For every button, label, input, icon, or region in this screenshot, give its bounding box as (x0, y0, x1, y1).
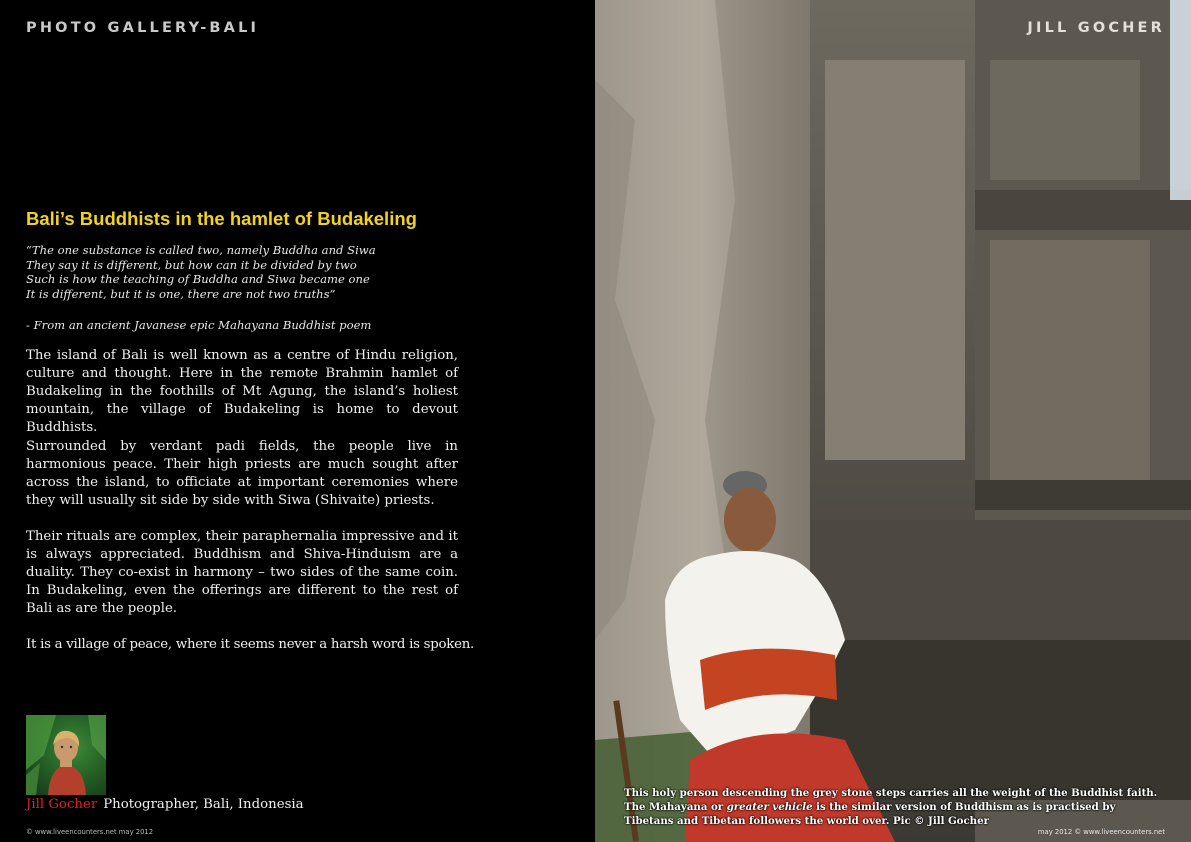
caption-emphasis: greater vehicle (726, 801, 813, 813)
caption-text: is the similar version of Buddhism as is practised by Tibetans and Tibetan followers the world over. Pic © Jill Gocher (624, 801, 1116, 827)
right-page (595, 0, 1191, 842)
left-page (0, 0, 595, 842)
photo-caption (624, 786, 1164, 828)
author-portrait-image (26, 715, 106, 795)
caption-text: This holy person descending the grey stone steps carries all the weight of the Buddhist faith. The Mahayana or (624, 787, 1158, 813)
body-paragraph: It is a village of peace, where it seems never a harsh word is spoken. (26, 637, 474, 652)
author-photo (26, 715, 106, 795)
author-header: JILL GOCHER (1027, 20, 1165, 36)
article-title: Bali’s Buddhists in the hamlet of Budakeling (26, 208, 417, 229)
body-paragraph: Their rituals are complex, their paraphernalia impressive and it is always appreciated. Buddhism and Shiva-Hinduism are a duality. They co-exist in harmony – two sides of the same coin. In Budakeling, even the offerings are different to the rest of Bali as are the people. (26, 529, 458, 617)
poem-line: They say it is different, but how can it be divided by two (26, 257, 357, 272)
footer-copyright: © www.liveencounters.net may 2012 (26, 828, 154, 836)
temple-photo (595, 0, 1191, 842)
body-paragraph: Surrounded by verdant padi fields, the people live in harmonious peace. Their high priests are much sought after across the island, to officiate at important ceremonies where they will usually sit side by side with Siwa (Shivaite) priests. (26, 439, 458, 509)
section-header: PHOTO GALLERY-BALI (26, 20, 260, 36)
poem-quote (26, 243, 466, 301)
body-paragraph: The island of Bali is well known as a centre of Hindu religion, culture and thought. Here in the remote Brahmin hamlet of Budakeling in the foothills of Mt Agung, the island’s holiest mountain, the village of Budakeling is home to devout Buddhists. (26, 348, 458, 436)
poem-line: “The one substance is called two, namely Buddha and Siwa (26, 243, 376, 257)
poem-source: - From an ancient Javanese epic Mahayana Buddhist poem (26, 318, 372, 332)
footer-copyright: may 2012 © www.liveencounters.net (1037, 828, 1165, 836)
author-role: Photographer, Bali, Indonesia (103, 797, 304, 812)
poem-line: It is different, but it is one, there are not two truths” (26, 286, 336, 301)
author-byline (26, 797, 304, 812)
poem-line: Such is how the teaching of Buddha and Siwa became one (26, 272, 370, 287)
author-name: Jill Gocher (26, 797, 98, 812)
